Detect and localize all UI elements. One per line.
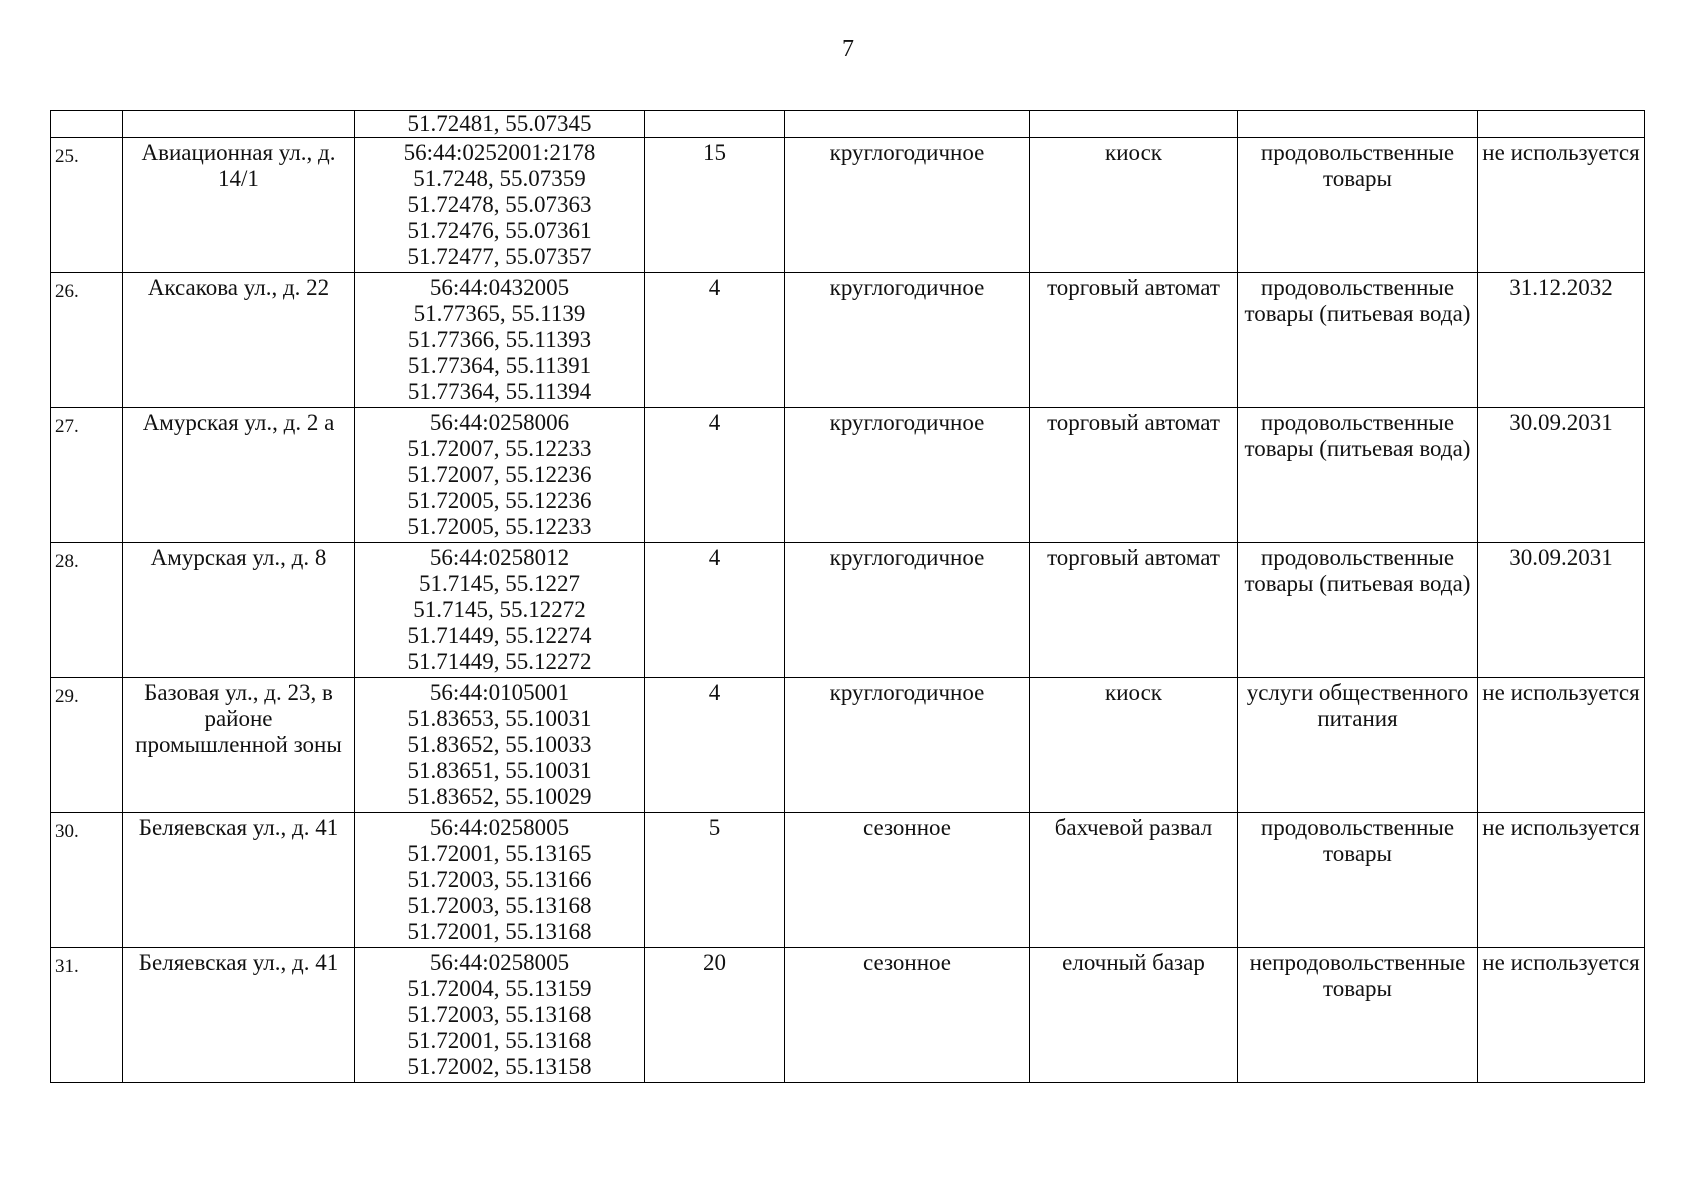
cell-count: 20 <box>645 948 785 1083</box>
table-row <box>51 813 1645 948</box>
coord-line: 51.83652, 55.10029 <box>407 784 592 809</box>
coord-line: 56:44:0258005 <box>429 815 570 840</box>
cell-address: Беляевская ул., д. 41 <box>123 948 355 1083</box>
table-row <box>51 543 1645 678</box>
cell-period: круглогодичное <box>785 273 1030 408</box>
cell-object-type: бахчевой развал <box>1030 813 1238 948</box>
cell-num: 30. <box>51 813 123 948</box>
page-number: 7 <box>842 36 854 62</box>
cell-term: не используется <box>1478 138 1645 273</box>
cell-count: 4 <box>645 273 785 408</box>
coord-line: 56:44:0258012 <box>429 545 570 570</box>
cell-period: круглогодичное <box>785 408 1030 543</box>
cell-specialization <box>1238 111 1478 138</box>
cell-object-type: торговый автомат <box>1030 408 1238 543</box>
coord-line: 56:44:0258005 <box>429 950 570 975</box>
coord-line: 51.83651, 55.10031 <box>407 758 592 783</box>
cell-period: сезонное <box>785 948 1030 1083</box>
cell-object-type: киоск <box>1030 138 1238 273</box>
cell-specialization: непродовольственные товары <box>1238 948 1478 1083</box>
coord-line: 56:44:0432005 <box>429 275 570 300</box>
cell-coords <box>355 813 645 948</box>
cell-num: 29. <box>51 678 123 813</box>
cell-coords <box>355 408 645 543</box>
cell-coords <box>355 948 645 1083</box>
coord-line: 51.77365, 55.1139 <box>413 301 586 326</box>
cell-address: Амурская ул., д. 2 а <box>123 408 355 543</box>
cell-num: 26. <box>51 273 123 408</box>
cell-coords <box>355 273 645 408</box>
coord-line: 51.77366, 55.11393 <box>407 327 592 352</box>
coord-line: 51.83653, 55.10031 <box>407 706 592 731</box>
cell-address: Беляевская ул., д. 41 <box>123 813 355 948</box>
coord-line: 51.72007, 55.12236 <box>407 462 592 487</box>
placement-schedule-table <box>50 110 1645 1083</box>
coord-line: 51.72001, 55.13165 <box>407 841 592 866</box>
coord-line: 56:44:0252001:2178 <box>403 140 596 165</box>
coord-line: 51.7145, 55.1227 <box>419 571 580 596</box>
cell-object-type: елочный базар <box>1030 948 1238 1083</box>
cell-num: 28. <box>51 543 123 678</box>
coord-line: 51.72005, 55.12236 <box>407 488 592 513</box>
table-body <box>51 111 1645 1083</box>
coord-line: 51.7248, 55.07359 <box>413 166 586 191</box>
cell-address: Авиационная ул., д. 14/1 <box>123 138 355 273</box>
cell-period: круглогодичное <box>785 543 1030 678</box>
cell-coords <box>355 543 645 678</box>
coord-line: 51.77364, 55.11391 <box>407 353 592 378</box>
cell-count: 5 <box>645 813 785 948</box>
cell-term: 31.12.2032 <box>1478 273 1645 408</box>
continuation-row <box>51 111 1645 138</box>
coord-line: 51.72476, 55.07361 <box>407 218 592 243</box>
cell-term: не используется <box>1478 813 1645 948</box>
table-row <box>51 408 1645 543</box>
coord-line: 51.72005, 55.12233 <box>407 514 592 539</box>
cell-coords <box>355 111 645 138</box>
table-row <box>51 678 1645 813</box>
coord-line: 51.72481, 55.07345 <box>407 111 592 136</box>
cell-period: сезонное <box>785 813 1030 948</box>
cell-count: 15 <box>645 138 785 273</box>
cell-count: 4 <box>645 408 785 543</box>
cell-object-type: торговый автомат <box>1030 273 1238 408</box>
coord-line: 51.71449, 55.12274 <box>407 623 592 648</box>
cell-num <box>51 111 123 138</box>
cell-address: Базовая ул., д. 23, в районе промышленной зоны <box>123 678 355 813</box>
coord-line: 51.72003, 55.13168 <box>407 893 592 918</box>
cell-count: 4 <box>645 543 785 678</box>
cell-term: не используется <box>1478 948 1645 1083</box>
cell-term <box>1478 111 1645 138</box>
coord-line: 51.72003, 55.13168 <box>407 1002 592 1027</box>
cell-num: 25. <box>51 138 123 273</box>
cell-period: круглогодичное <box>785 678 1030 813</box>
cell-count <box>645 111 785 138</box>
coord-line: 51.72003, 55.13166 <box>407 867 592 892</box>
coord-line: 51.72477, 55.07357 <box>407 244 592 269</box>
cell-term: 30.09.2031 <box>1478 543 1645 678</box>
cell-address: Аксакова ул., д. 22 <box>123 273 355 408</box>
coord-line: 56:44:0258006 <box>429 410 570 435</box>
table-row <box>51 273 1645 408</box>
cell-specialization: продовольственные товары (питьевая вода) <box>1238 408 1478 543</box>
cell-num: 27. <box>51 408 123 543</box>
coord-line: 51.72478, 55.07363 <box>407 192 592 217</box>
table-row <box>51 948 1645 1083</box>
cell-coords <box>355 138 645 273</box>
coord-line: 51.71449, 55.12272 <box>407 649 592 674</box>
cell-count: 4 <box>645 678 785 813</box>
coord-line: 51.72001, 55.13168 <box>407 1028 592 1053</box>
cell-num: 31. <box>51 948 123 1083</box>
table-row <box>51 138 1645 273</box>
coord-line: 56:44:0105001 <box>429 680 570 705</box>
coord-line: 51.72002, 55.13158 <box>407 1054 592 1079</box>
cell-specialization: продовольственные товары (питьевая вода) <box>1238 273 1478 408</box>
cell-address: Амурская ул., д. 8 <box>123 543 355 678</box>
coord-line: 51.7145, 55.12272 <box>413 597 586 622</box>
coord-line: 51.72001, 55.13168 <box>407 919 592 944</box>
cell-specialization: услуги общественного питания <box>1238 678 1478 813</box>
cell-specialization: продовольственные товары <box>1238 138 1478 273</box>
coord-line: 51.83652, 55.10033 <box>407 732 592 757</box>
cell-address <box>123 111 355 138</box>
coord-line: 51.72004, 55.13159 <box>407 976 592 1001</box>
cell-period: круглогодичное <box>785 138 1030 273</box>
coord-line: 51.72007, 55.12233 <box>407 436 592 461</box>
cell-specialization: продовольственные товары <box>1238 813 1478 948</box>
cell-term: 30.09.2031 <box>1478 408 1645 543</box>
cell-object-type: киоск <box>1030 678 1238 813</box>
cell-object-type <box>1030 111 1238 138</box>
cell-period <box>785 111 1030 138</box>
coord-line: 51.77364, 55.11394 <box>407 379 592 404</box>
cell-coords <box>355 678 645 813</box>
cell-object-type: торговый автомат <box>1030 543 1238 678</box>
cell-term: не используется <box>1478 678 1645 813</box>
cell-specialization: продовольственные товары (питьевая вода) <box>1238 543 1478 678</box>
